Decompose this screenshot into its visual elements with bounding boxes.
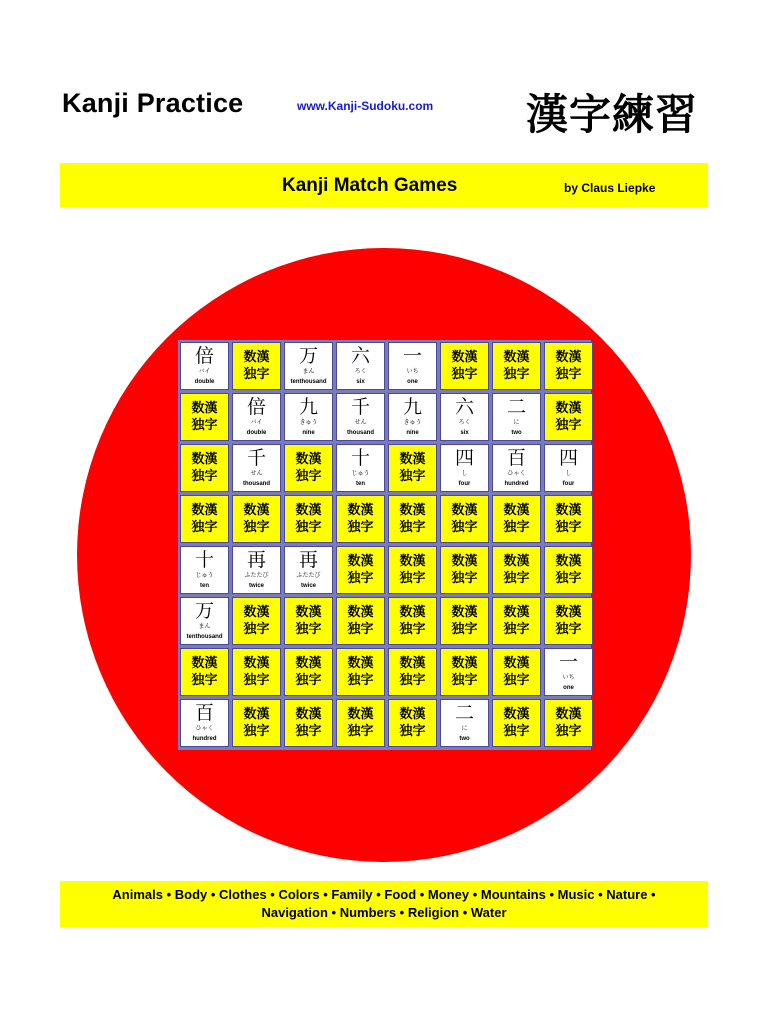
card-face-down[interactable] [232, 648, 281, 696]
card-face-line-1: 数漢 [191, 401, 218, 416]
kanji-card[interactable] [492, 444, 541, 492]
kanji-card-reading: まん [302, 368, 315, 375]
kanji-card-character: 万 [194, 600, 214, 622]
website-link[interactable]: www.Kanji-Sudoku.com [297, 99, 434, 113]
card-face-line-1: 数漢 [347, 554, 374, 569]
kanji-card-meaning: one [563, 685, 574, 691]
card-face-line-1: 数漢 [451, 605, 478, 620]
kanji-card-reading: に [513, 419, 520, 426]
kanji-card-character: 万 [298, 345, 318, 367]
card-face-down[interactable] [284, 699, 333, 747]
card-face-line-2: 独字 [347, 724, 374, 739]
kanji-card-meaning: tenthousand [290, 379, 327, 385]
kanji-card-reading: に [461, 725, 468, 732]
kanji-card-meaning: twice [300, 583, 316, 589]
kanji-card-reading: し [565, 470, 572, 477]
card-face-down[interactable] [440, 546, 489, 594]
card-face-down[interactable] [284, 444, 333, 492]
card-face-line-1: 数漢 [555, 554, 582, 569]
card-face-line-1: 数漢 [399, 452, 426, 467]
card-face-line-2: 独字 [347, 571, 374, 586]
kanji-card-meaning: twice [248, 583, 264, 589]
card-face-down[interactable] [544, 699, 593, 747]
card-face-line-2: 独字 [555, 571, 582, 586]
card-face-line-1: 数漢 [295, 707, 322, 722]
card-face-line-2: 独字 [243, 520, 270, 535]
kanji-card-meaning: one [407, 379, 418, 385]
kanji-card[interactable] [180, 342, 229, 390]
card-face-line-1: 数漢 [295, 656, 322, 671]
card-face-line-2: 独字 [503, 520, 530, 535]
kanji-card-meaning: ten [356, 481, 365, 487]
card-face-line-2: 独字 [295, 520, 322, 535]
card-face-line-2: 独字 [191, 673, 218, 688]
card-face-line-1: 数漢 [347, 656, 374, 671]
card-face-down[interactable] [388, 546, 437, 594]
kanji-card-meaning: four [562, 481, 575, 487]
kanji-card-reading: ふたたび [296, 572, 321, 579]
card-face-line-1: 数漢 [295, 452, 322, 467]
kanji-card[interactable] [388, 342, 437, 390]
card-face-down[interactable] [388, 648, 437, 696]
card-face-line-2: 独字 [451, 673, 478, 688]
kanji-card[interactable] [440, 699, 489, 747]
card-face-down[interactable] [336, 546, 385, 594]
card-face-line-2: 独字 [451, 367, 478, 382]
card-face-down[interactable] [284, 648, 333, 696]
card-face-line-1: 数漢 [243, 656, 270, 671]
card-face-line-2: 独字 [295, 622, 322, 637]
kanji-card-meaning: two [459, 736, 470, 742]
card-face-line-2: 独字 [555, 724, 582, 739]
kanji-card-reading: きゅう [403, 419, 422, 426]
card-face-down[interactable] [492, 546, 541, 594]
card-face-line-1: 数漢 [399, 605, 426, 620]
card-face-line-2: 独字 [347, 673, 374, 688]
kanji-card-meaning: nine [406, 430, 419, 436]
card-face-line-1: 数漢 [555, 707, 582, 722]
card-face-line-2: 独字 [555, 520, 582, 535]
kanji-card[interactable] [492, 393, 541, 441]
kanji-card[interactable] [440, 393, 489, 441]
kanji-card[interactable] [180, 546, 229, 594]
kanji-card[interactable] [284, 546, 333, 594]
kanji-card-character: 四 [558, 447, 578, 469]
card-face-line-1: 数漢 [555, 605, 582, 620]
card-face-line-1: 数漢 [555, 350, 582, 365]
kanji-card-character: 百 [194, 702, 214, 724]
card-face-down[interactable] [440, 648, 489, 696]
card-face-line-1: 数漢 [503, 605, 530, 620]
kanji-card-reading: じゅう [351, 470, 370, 477]
kanji-card-reading: ろく [458, 419, 471, 426]
kanji-card-reading: バイ [198, 368, 211, 375]
card-face-down[interactable] [284, 597, 333, 645]
card-face-down[interactable] [232, 342, 281, 390]
kanji-card-meaning: four [458, 481, 471, 487]
card-face-line-2: 独字 [191, 469, 218, 484]
card-face-line-1: 数漢 [191, 656, 218, 671]
kanji-card-character: 九 [298, 396, 318, 418]
kanji-card-reading: バイ [250, 419, 263, 426]
card-face-line-1: 数漢 [295, 503, 322, 518]
card-face-line-1: 数漢 [399, 656, 426, 671]
kanji-card-character: 十 [194, 549, 214, 571]
kanji-card[interactable] [284, 393, 333, 441]
kanji-card-character: 二 [454, 702, 474, 724]
kanji-card-reading: ひゃく [507, 470, 526, 477]
card-face-line-2: 独字 [555, 622, 582, 637]
card-face-line-1: 数漢 [295, 605, 322, 620]
kanji-card[interactable] [232, 546, 281, 594]
card-face-down[interactable] [336, 699, 385, 747]
kanji-card-reading: まん [198, 623, 211, 630]
kanji-card-character: 一 [402, 345, 422, 367]
kanji-card[interactable] [336, 393, 385, 441]
kanji-card[interactable] [336, 342, 385, 390]
card-face-line-2: 独字 [399, 571, 426, 586]
card-face-line-1: 数漢 [399, 503, 426, 518]
card-face-down[interactable] [544, 495, 593, 543]
card-face-line-2: 独字 [399, 622, 426, 637]
card-face-down[interactable] [232, 699, 281, 747]
card-face-down[interactable] [336, 648, 385, 696]
card-face-down[interactable] [336, 597, 385, 645]
kanji-title: 漢字練習 [526, 90, 699, 139]
card-face-line-2: 独字 [451, 520, 478, 535]
kanji-card-reading: ひゃく [195, 725, 214, 732]
kanji-card-reading: ろく [354, 368, 367, 375]
kanji-card-meaning: two [511, 430, 522, 436]
kanji-card[interactable] [232, 444, 281, 492]
card-face-line-2: 独字 [243, 673, 270, 688]
card-face-line-1: 数漢 [503, 707, 530, 722]
card-face-line-1: 数漢 [191, 452, 218, 467]
card-face-line-1: 数漢 [347, 707, 374, 722]
card-face-line-2: 独字 [555, 367, 582, 382]
kanji-card-character: 千 [350, 396, 370, 418]
card-face-line-1: 数漢 [399, 554, 426, 569]
card-face-line-1: 数漢 [451, 656, 478, 671]
card-face-down[interactable] [232, 597, 281, 645]
banner-title: Kanji Match Games [282, 175, 458, 196]
card-face-line-2: 独字 [503, 571, 530, 586]
topics-line-1: Animals • Body • Clothes • Colors • Family • Food • Money • Mountains • Music • Nature • [112, 887, 656, 902]
card-face-line-2: 独字 [503, 673, 530, 688]
card-face-line-1: 数漢 [451, 350, 478, 365]
card-face-line-1: 数漢 [347, 605, 374, 620]
kanji-card-character: 倍 [194, 345, 214, 367]
card-face-line-1: 数漢 [503, 503, 530, 518]
kanji-card-reading: ふたたび [244, 572, 269, 579]
card-face-line-2: 独字 [451, 571, 478, 586]
kanji-card-reading: せん [354, 419, 367, 426]
card-face-down[interactable] [544, 597, 593, 645]
card-face-down[interactable] [180, 393, 229, 441]
kanji-card-reading: じゅう [195, 572, 214, 579]
card-face-line-1: 数漢 [243, 503, 270, 518]
card-face-down[interactable] [180, 495, 229, 543]
kanji-card[interactable] [544, 648, 593, 696]
card-face-line-2: 独字 [555, 418, 582, 433]
card-face-line-2: 独字 [503, 724, 530, 739]
card-face-line-1: 数漢 [503, 554, 530, 569]
card-face-line-2: 独字 [347, 520, 374, 535]
card-face-line-2: 独字 [399, 724, 426, 739]
kanji-card[interactable] [544, 444, 593, 492]
card-face-line-1: 数漢 [451, 503, 478, 518]
card-face-down[interactable] [544, 342, 593, 390]
kanji-card-reading: し [461, 470, 468, 477]
card-face-down[interactable] [544, 393, 593, 441]
kanji-card-meaning: tenthousand [186, 634, 223, 640]
card-face-line-2: 独字 [399, 469, 426, 484]
topics-line-2: Navigation • Numbers • Religion • Water [261, 905, 507, 920]
kanji-card-reading: いち [406, 368, 419, 375]
card-face-line-2: 独字 [243, 622, 270, 637]
kanji-card-meaning: double [194, 379, 215, 385]
kanji-card-reading: いち [562, 674, 575, 681]
kanji-card-character: 十 [350, 447, 370, 469]
card-face-down[interactable] [388, 597, 437, 645]
card-face-line-1: 数漢 [503, 656, 530, 671]
card-face-down[interactable] [388, 444, 437, 492]
kanji-card-character: 二 [506, 396, 526, 418]
kanji-card-character: 千 [246, 447, 266, 469]
card-face-line-2: 独字 [295, 724, 322, 739]
kanji-card-character: 倍 [246, 396, 266, 418]
kanji-card-meaning: six [356, 379, 365, 385]
card-face-line-2: 独字 [243, 367, 270, 382]
kanji-card-meaning: ten [200, 583, 209, 589]
card-face-down[interactable] [492, 342, 541, 390]
match-game-grid [178, 340, 591, 750]
page-title: Kanji Practice [62, 88, 244, 118]
card-face-line-2: 独字 [451, 622, 478, 637]
card-face-line-1: 数漢 [243, 707, 270, 722]
card-face-line-2: 独字 [399, 673, 426, 688]
banner-author: by Claus Liepke [564, 181, 656, 195]
title-banner [60, 163, 708, 207]
kanji-card[interactable] [232, 393, 281, 441]
kanji-card-character: 再 [246, 549, 266, 571]
card-face-down[interactable] [180, 444, 229, 492]
card-face-down[interactable] [284, 495, 333, 543]
card-face-down[interactable] [492, 597, 541, 645]
card-face-down[interactable] [440, 342, 489, 390]
kanji-card-meaning: hundred [504, 481, 529, 487]
card-face-down[interactable] [388, 495, 437, 543]
card-face-line-1: 数漢 [555, 401, 582, 416]
card-face-down[interactable] [492, 495, 541, 543]
card-face-line-1: 数漢 [243, 350, 270, 365]
kanji-card[interactable] [336, 444, 385, 492]
card-face-down[interactable] [440, 597, 489, 645]
kanji-card-character: 九 [402, 396, 422, 418]
kanji-card-character: 六 [454, 396, 474, 418]
card-face-line-1: 数漢 [399, 707, 426, 722]
kanji-card-meaning: thousand [243, 481, 270, 487]
kanji-card-meaning: double [246, 430, 267, 436]
kanji-card-character: 四 [454, 447, 474, 469]
card-face-line-2: 独字 [399, 520, 426, 535]
kanji-card-reading: せん [250, 470, 263, 477]
card-face-line-1: 数漢 [191, 503, 218, 518]
card-face-down[interactable] [336, 495, 385, 543]
kanji-card[interactable] [388, 393, 437, 441]
kanji-card[interactable] [284, 342, 333, 390]
card-face-down[interactable] [388, 699, 437, 747]
kanji-card[interactable] [180, 699, 229, 747]
card-face-line-1: 数漢 [243, 605, 270, 620]
card-face-line-2: 独字 [191, 520, 218, 535]
kanji-card-character: 六 [350, 345, 370, 367]
card-face-line-2: 独字 [503, 622, 530, 637]
kanji-card-character: 一 [558, 651, 578, 673]
card-face-down[interactable] [544, 546, 593, 594]
card-face-down[interactable] [180, 648, 229, 696]
kanji-card-reading: きゅう [299, 419, 318, 426]
card-face-line-1: 数漢 [347, 503, 374, 518]
card-face-down[interactable] [492, 648, 541, 696]
kanji-card-character: 再 [298, 549, 318, 571]
card-face-line-1: 数漢 [451, 554, 478, 569]
card-face-line-2: 独字 [191, 418, 218, 433]
kanji-card[interactable] [180, 597, 229, 645]
card-face-line-2: 独字 [243, 724, 270, 739]
kanji-card-meaning: nine [302, 430, 315, 436]
card-face-down[interactable] [440, 495, 489, 543]
kanji-card-meaning: thousand [347, 430, 374, 436]
card-face-line-2: 独字 [347, 622, 374, 637]
topics-footer [60, 881, 708, 927]
card-face-line-2: 独字 [503, 367, 530, 382]
kanji-card-meaning: hundred [192, 736, 217, 742]
card-face-down[interactable] [492, 699, 541, 747]
card-face-line-1: 数漢 [503, 350, 530, 365]
card-face-line-1: 数漢 [555, 503, 582, 518]
kanji-card-meaning: six [460, 430, 469, 436]
card-face-down[interactable] [232, 495, 281, 543]
card-face-line-2: 独字 [295, 469, 322, 484]
kanji-card[interactable] [440, 444, 489, 492]
kanji-card-character: 百 [506, 447, 526, 469]
card-face-line-2: 独字 [295, 673, 322, 688]
